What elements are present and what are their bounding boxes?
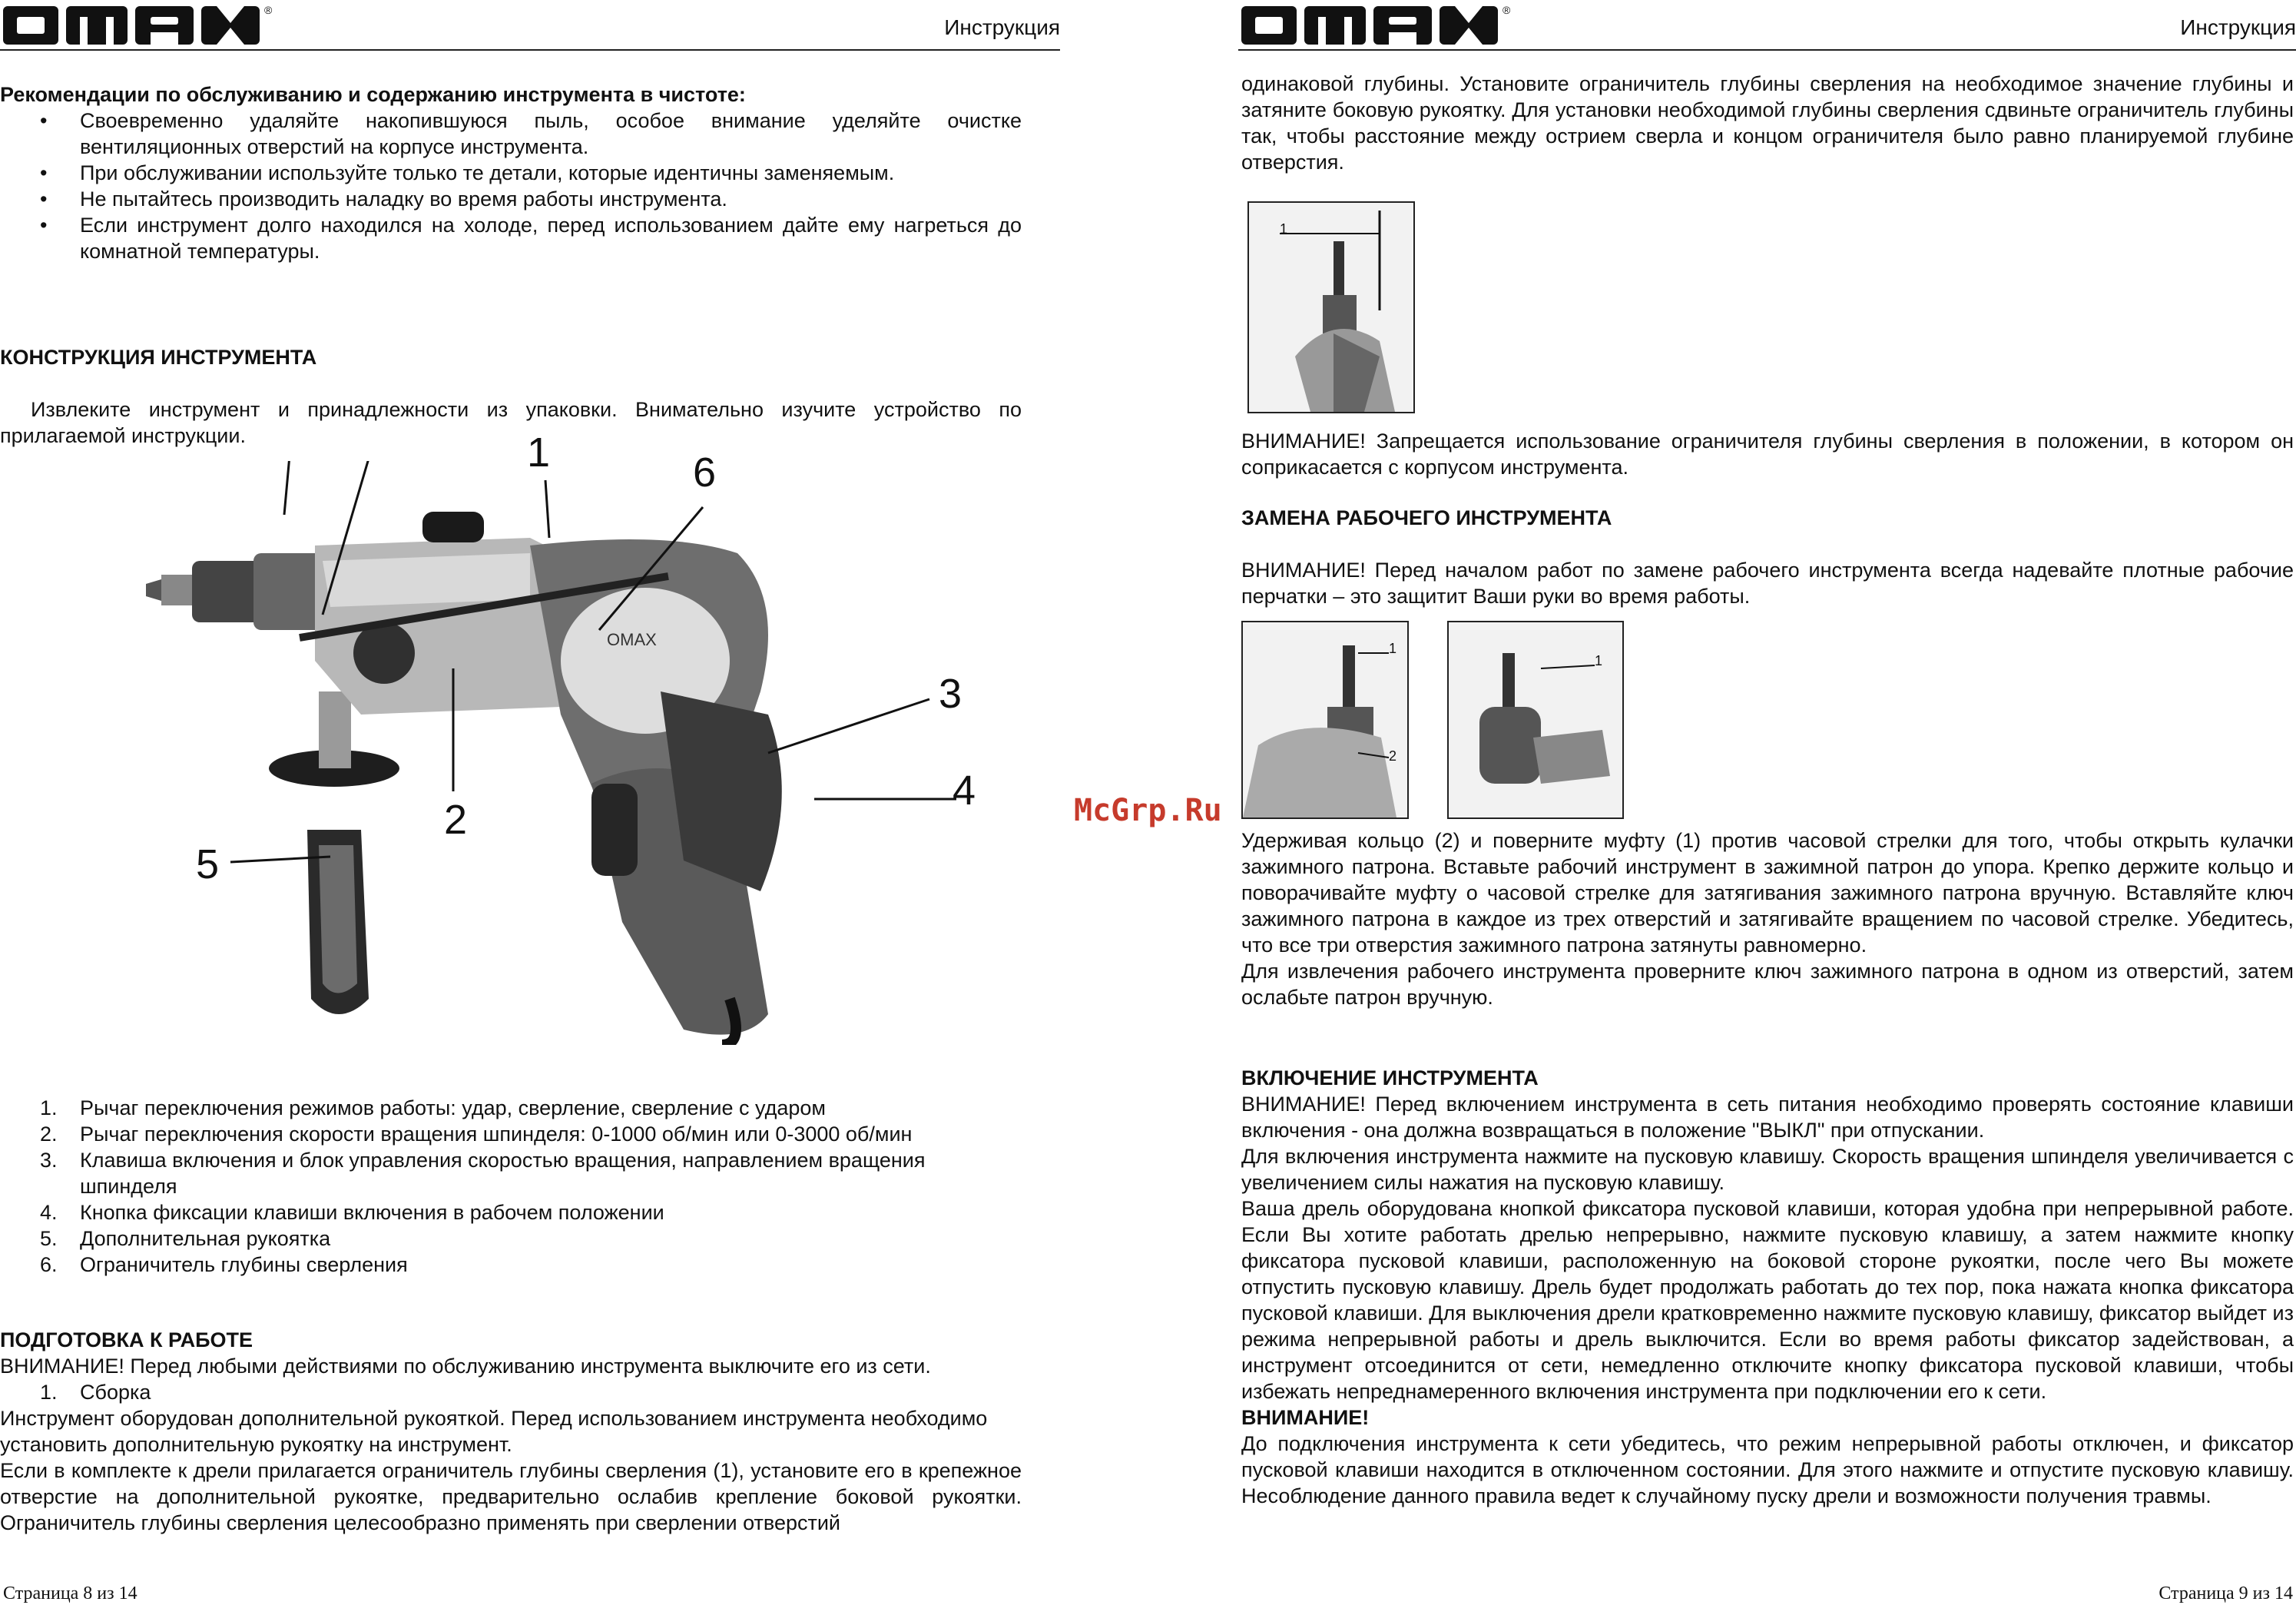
part-item: 5. Дополнительная рукоятка: [40, 1227, 331, 1250]
prep-warning: ВНИМАНИЕ! Перед любыми действиями по обслуживанию инструмента выключите его из сети.: [0, 1355, 931, 1378]
callout-4: 4: [953, 768, 976, 814]
replace-heading: ЗАМЕНА РАБОЧЕГО ИНСТРУМЕНТА: [1241, 506, 1612, 529]
photo-label: 1: [1389, 641, 1397, 656]
remove-text: Для извлечения рабочего инструмента проверните ключ зажимного патрона в одном из отверстий, затем ослабьте патрон вручную.: [1241, 960, 2294, 1009]
assembly-item: 1. Сборка: [40, 1381, 151, 1404]
power-section: [1241, 1065, 2294, 1509]
callout-2: 2: [444, 797, 468, 843]
prep-section: [0, 1327, 1022, 1536]
photo-label: 1: [1280, 221, 1288, 237]
photo-label: 2: [1389, 748, 1397, 764]
replace-section: [1241, 505, 2294, 609]
assembly-text-2: Если в комплекте к дрели прилагается ограничитель глубины сверления (1), установите его в крепежное отверстие на дополнительной рукоятке, предварительно ослабив крепление боковой рукоятки. Ограничитель глубины сверления целесообразно применять при сверлении отверстий: [0, 1459, 1022, 1534]
header-title: Инструкция: [2180, 15, 2296, 39]
depth-gauge-photo: [1247, 201, 1415, 413]
page-number-right: Страница 9 из 14: [2159, 1583, 2293, 1603]
care-item: • Если инструмент долго находился на холоде, перед использованием дайте ему нагреться до комнатной температуры.: [0, 212, 1022, 264]
chuck-photo-2: [1447, 621, 1624, 819]
part-item: 1. Рычаг переключения режимов работы: удар, сверление, сверление с ударом: [40, 1096, 826, 1119]
part-item: 2. Рычаг переключения скорости вращения шпинделя: 0-1000 об/мин или 0-3000 об/мин: [40, 1123, 913, 1146]
power-text-1: Для включения инструмента нажмите на пусковую клавишу. Скорость вращения шпинделя увеличивается с увеличением силы нажатия на пусковую клавишу.: [1241, 1145, 2294, 1194]
chuck-photo-1: [1241, 621, 1409, 819]
callout-6: 6: [693, 449, 717, 496]
depth-warning: ВНИМАНИЕ! Запрещается использование ограничителя глубины сверления в положении, в котором он соприкасается с корпусом инструмента.: [1241, 429, 2294, 479]
watermark: McGrp.Ru: [1074, 793, 1222, 828]
photo-label: 1: [1595, 653, 1603, 668]
assembly-list: [0, 1379, 1022, 1405]
header-title: Инструкция: [944, 15, 1060, 39]
chuck-text: Удерживая кольцо (2) и поверните муфту (1) против часовой стрелки для того, чтобы открыть кулачки зажимного патрона. Вставьте рабочий инструмент в зажимной патрон до упора. Крепко держите кольцо и поворачивайте муфту о часовой стрелке для затягивания зажимного патрона вручную. Вставляйте ключ зажимного патрона в каждое из трех отверстий и затягивайте вращением по часовой стрелке. Убедитесь, что все три отверстия зажимного патрона затянуты равномерно.: [1241, 829, 2294, 957]
part-item: 6. Ограничитель глубины сверления: [40, 1253, 408, 1276]
callout-5: 5: [196, 841, 220, 887]
part-item: 4. Кнопка фиксации клавиши включения в рабочем положении: [40, 1201, 664, 1224]
svg-text:OMAX: OMAX: [607, 630, 657, 649]
registered-mark: ®: [1503, 4, 1511, 16]
chuck-section: [1241, 827, 2294, 1010]
page-number-left: Страница 8 из 14: [3, 1583, 137, 1603]
care-item: • Не пытайтесь производить наладку во время работы инструмента.: [0, 186, 1022, 212]
care-item: • Своевременно удаляйте накопившуюся пыль, особое внимание уделяйте очистке вентиляционных отверстий на корпусе инструмента.: [0, 108, 1022, 160]
assembly-text-1: Инструмент оборудован дополнительной рукояткой. Перед использованием инструмента необходимо установить дополнительную рукоятку на инструмент.: [0, 1407, 988, 1456]
part-item: 3. Клавиша включения и блок управления скоростью вращения, направлением вращения шпинделя: [40, 1149, 926, 1198]
attention-text: До подключения инструмента к сети убедитесь, что режим непрерывной работы отключен, и фиксатор пусковой клавиши находится в отключенном состоянии. Для этого нажмите и отпустите пусковую клавишу. Несоблюдение данного правила ведет к случайному пуску дрели и возможности получения травмы.: [1241, 1432, 2294, 1507]
registered-mark: ®: [264, 4, 273, 16]
header-divider: [1238, 49, 2296, 51]
power-heading: ВКЛЮЧЕНИЕ ИНСТРУМЕНТА: [1241, 1066, 1539, 1089]
power-text-2: Ваша дрель оборудована кнопкой фиксатора пусковой клавиши, которая удобна при непрерывной работе. Если Вы хотите работать дрелью непрерывно, нажмите пусковую клавишу, а затем нажмите кнопку фиксатора пусковой клавиши, расположенную на боковой стороне рукоятки, после чего Вы можете отпустить пусковую клавишу. Дрель будет продолжать работать до тех пор, пока нажата кнопка фиксатора пусковой клавиши. Для выключения дрели кратковременно нажмите пусковую клавишу, фиксатор выйдет из режима непрерывной работы и дрель выключится. Если во время работы фиксатор задействован, а инструмент отсоединится от сети, немедленно отключите кнопку фиксатора пусковой клавиши, чтобы избежать непреднамеренного включения инструмента при подключении его к сети.: [1241, 1197, 2294, 1403]
attention-label: ВНИМАНИЕ!: [1241, 1406, 1370, 1429]
care-item: • При обслуживании используйте только те детали, которые идентичны заменяемым.: [0, 160, 1022, 186]
prep-heading: ПОДГОТОВКА К РАБОТЕ: [0, 1328, 253, 1351]
construction-text: Извлеките инструмент и принадлежности из упаковки. Внимательно изучите устройство по прилагаемой инструкции.: [0, 398, 1022, 447]
omax-logo: [1238, 0, 1515, 49]
callout-3: 3: [939, 671, 962, 717]
parts-section: [0, 1095, 1022, 1278]
care-heading: Рекомендации по обслуживанию и содержанию инструмента в чистоте:: [0, 83, 746, 106]
power-warning: ВНИМАНИЕ! Перед включением инструмента в сеть питания необходимо проверять состояние клавиши включения - она должна возвращаться в положение "ВЫКЛ" при отпускании.: [1241, 1093, 2294, 1142]
construction-heading: КОНСТРУКЦИЯ ИНСТРУМЕНТА: [0, 346, 317, 369]
parts-list: [0, 1095, 1022, 1278]
left-page: [0, 0, 1060, 1615]
right-page: [1238, 0, 2296, 1615]
depth-text: одинаковой глубины. Установите ограничитель глубины сверления на необходимое значение глубины и затяните боковую рукоятку. Для установки необходимой глубины сверления сдвиньте ограничитель глубины так, чтобы расстояние между острием сверла и концом ограничителя было равно планируемой глубине отверстия.: [1241, 72, 2294, 174]
callout-1: 1: [527, 429, 551, 476]
replace-warning: ВНИМАНИЕ! Перед началом работ по замене рабочего инструмента всегда надевайте плотные рабочие перчатки – это защитит Ваши руки во время работы.: [1241, 559, 2294, 608]
